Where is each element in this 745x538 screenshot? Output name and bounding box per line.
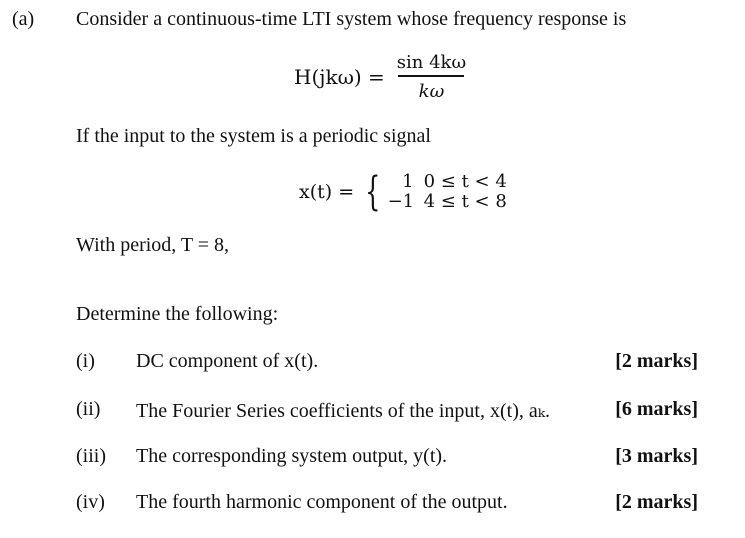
question-number: (iv)	[76, 491, 105, 513]
case-condition: 4 ≤ t < 8	[423, 191, 507, 212]
left-brace: {	[365, 169, 381, 215]
fraction-denominator: kω	[418, 80, 445, 102]
input-signal-lhs: x(t) =	[299, 181, 355, 203]
piecewise-definition	[360, 169, 507, 215]
question-number: (i)	[76, 350, 95, 372]
question-text: DC component of x(t).	[136, 350, 319, 372]
frequency-response-fraction	[393, 52, 470, 102]
input-statement: If the input to the system is a periodic signal	[76, 125, 431, 147]
part-label: (a)	[12, 8, 35, 30]
case-condition: 0 ≤ t < 4	[423, 171, 507, 192]
piecewise-cases	[388, 172, 507, 212]
intro-statement: Consider a continuous-time LTI system whose frequency response is	[76, 8, 627, 30]
frequency-response-equation	[294, 52, 470, 102]
question-marks: [2 marks]	[615, 350, 698, 372]
input-signal-equation	[299, 169, 507, 215]
question-number: (ii)	[76, 398, 101, 420]
fraction-numerator: sin 4kω	[396, 52, 467, 73]
question-marks: [2 marks]	[615, 491, 698, 513]
frequency-response-lhs: H(jkω) =	[294, 64, 385, 89]
case-value: −1	[387, 191, 415, 212]
case-value: 1	[402, 171, 414, 192]
question-text: The corresponding system output, y(t).	[136, 445, 448, 467]
period-statement: With period, T = 8,	[76, 234, 230, 256]
determine-statement: Determine the following:	[76, 303, 279, 325]
question-number: (iii)	[76, 445, 106, 467]
question-text: The Fourier Series coefficients of the input, x(t), aₖ.	[136, 400, 551, 422]
question-marks: [3 marks]	[615, 445, 698, 467]
question-marks: [6 marks]	[615, 398, 698, 420]
question-text: The fourth harmonic component of the output.	[136, 491, 508, 513]
